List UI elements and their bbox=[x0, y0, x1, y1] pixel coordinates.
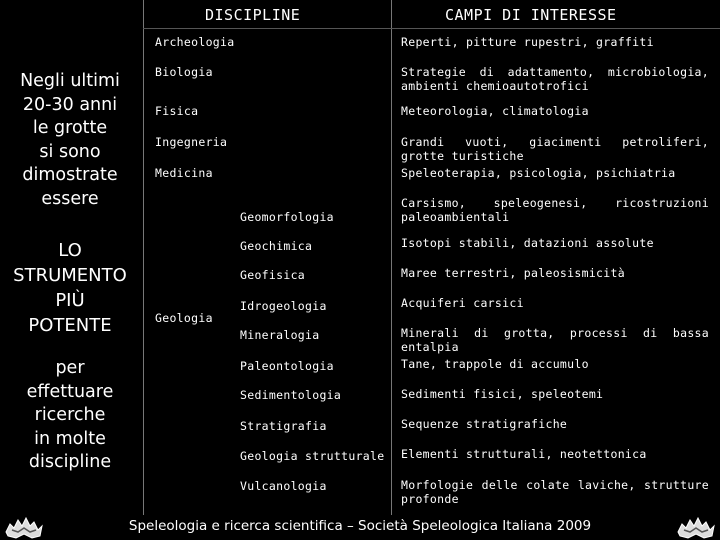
campi-medicina: Speleoterapia, psicologia, psichiatria bbox=[401, 166, 676, 180]
sub-stratigrafia: Stratigrafia bbox=[240, 419, 327, 433]
campi-biologia: Strategie di adattamento, microbiologia, ambienti chemioautotrofici bbox=[401, 65, 709, 93]
campi-idrogeologia: Acquiferi carsici bbox=[401, 296, 524, 310]
campi-geofisica: Maree terrestri, paleosismicità bbox=[401, 266, 625, 280]
discipline-fisica: Fisica bbox=[155, 104, 199, 118]
header-divider bbox=[143, 28, 720, 29]
table-border-left bbox=[143, 0, 144, 515]
header-discipline: DISCIPLINE bbox=[205, 6, 301, 24]
discipline-archeologia: Archeologia bbox=[155, 35, 235, 49]
sub-geomorfologia: Geomorfologia bbox=[240, 210, 334, 224]
campi-mineralogia: Minerali di grotta, processi di bassa entalpia bbox=[401, 326, 709, 354]
sub-paleontologia: Paleontologia bbox=[240, 359, 334, 373]
campi-archeologia: Reperti, pitture rupestri, graffiti bbox=[401, 35, 654, 49]
campi-stratigrafia: Sequenze stratigrafiche bbox=[401, 417, 568, 431]
caption-outro: per effettuare ricerche in molte discipline bbox=[26, 358, 114, 472]
caption-emphasis: LO STRUMENTO PIÙ POTENTE bbox=[13, 240, 127, 336]
campi-fisica: Meteorologia, climatologia bbox=[401, 104, 589, 118]
sub-idrogeologia: Idrogeologia bbox=[240, 299, 327, 313]
discipline-biologia: Biologia bbox=[155, 65, 213, 79]
sub-sedimentologia: Sedimentologia bbox=[240, 388, 342, 402]
campi-sedimentologia: Sedimenti fisici, speleotemi bbox=[401, 387, 604, 401]
header-campi: CAMPI DI INTERESSE bbox=[445, 6, 617, 24]
discipline-medicina: Medicina bbox=[155, 166, 213, 180]
discipline-ingegneria: Ingegneria bbox=[155, 135, 228, 149]
disciplines-table bbox=[143, 0, 720, 515]
campi-vulcanologia: Morfologie delle colate laviche, strutture profonde bbox=[401, 478, 709, 506]
campi-geologia-strutturale: Elementi strutturali, neotettonica bbox=[401, 447, 647, 461]
campi-geomorfologia: Carsismo, speleogenesi, ricostruzioni paleoambientali bbox=[401, 196, 709, 224]
campi-paleontologia: Tane, trappole di accumulo bbox=[401, 357, 589, 371]
sub-vulcanologia: Vulcanologia bbox=[240, 479, 327, 493]
campi-geochimica: Isotopi stabili, datazioni assolute bbox=[401, 236, 654, 250]
sub-mineralogia: Mineralogia bbox=[240, 328, 320, 342]
sub-geofisica: Geofisica bbox=[240, 268, 306, 282]
table-column-divider bbox=[391, 0, 392, 515]
campi-ingegneria: Grandi vuoti, giacimenti petroliferi, grotte turistiche bbox=[401, 135, 709, 163]
footer-credit: Speleologia e ricerca scientifica – Società Speleologica Italiana 2009 bbox=[128, 518, 592, 534]
discipline-geologia: Geologia bbox=[155, 311, 213, 325]
sub-geochimica: Geochimica bbox=[240, 239, 313, 253]
sub-geologia-strutturale: Geologia strutturale bbox=[240, 449, 385, 463]
caption-intro: Negli ultimi 20-30 anni le grotte si sono dimostrate essere bbox=[20, 71, 120, 209]
